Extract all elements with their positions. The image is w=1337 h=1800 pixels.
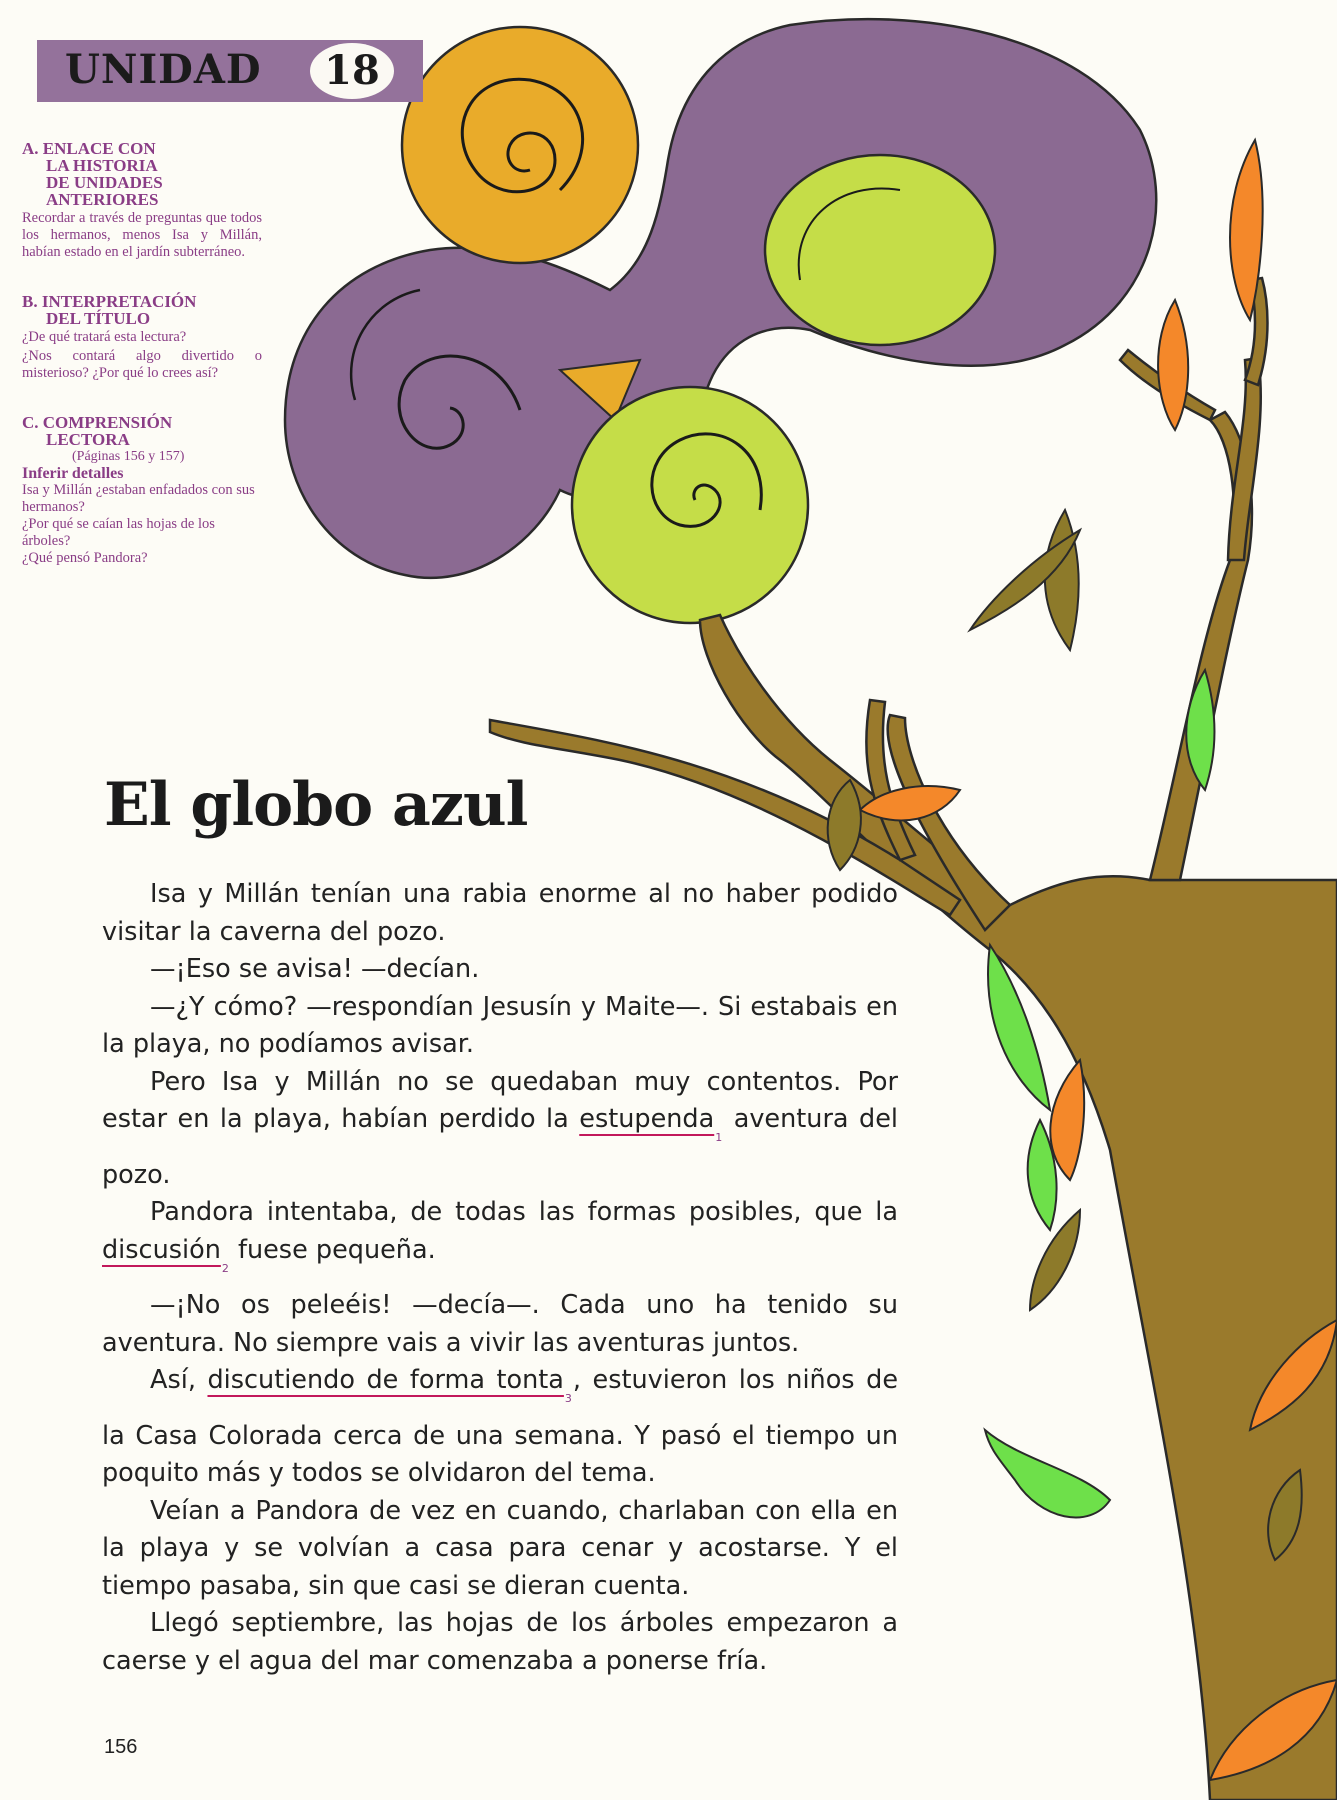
paragraph: Pero Isa y Millán no se quedaban muy contentos. Por estar en la playa, habían perdido la estupenda$_1$ aventura del pozo.: [102, 1066, 898, 1190]
section-c-question-2: ¿Por qué se caían las hojas de los árboles?: [22, 516, 215, 549]
story-title: El globo azul: [104, 770, 528, 840]
sidebar-section-c: [22, 414, 262, 567]
unit-number: 18: [324, 47, 380, 94]
section-c-question-3: ¿Qué pensó Pandora?: [22, 550, 148, 566]
paragraph: —¡No os peleéis! —decía—. Cada uno ha tenido su aventura. No siempre vais a vivir las aventuras juntos.: [102, 1290, 898, 1358]
footnote-marker: 3: [564, 1392, 572, 1405]
sidebar-section-b: [22, 293, 262, 382]
green-swirl-top: [765, 155, 995, 345]
section-c-title: C. COMPRENSIÓN LECTORA: [22, 413, 173, 449]
story-text: [102, 876, 898, 1680]
vocab-word: discusión: [102, 1234, 221, 1265]
unit-number-badge: [310, 43, 394, 99]
unit-banner: [37, 40, 423, 102]
section-a-body: Recordar a través de preguntas que todos los hermanos, menos Isa y Millán, habían estado en el jardín subterráneo.: [22, 210, 262, 260]
sidebar-section-a: [22, 140, 262, 261]
section-b-question-2: ¿Nos contará algo divertido o misterioso? ¿Por qué lo crees así?: [22, 348, 262, 381]
page-number: 156: [104, 1736, 138, 1758]
paragraph: Veían a Pandora de vez en cuando, charlaban con ella en la playa y se volvían a casa para cenar y acostarse. Y el tiempo pasaba, sin que casi se dieran cuenta.: [102, 1495, 898, 1601]
section-c-label: Inferir detalles: [22, 465, 124, 482]
vocab-phrase: discutiendo de forma tonta: [207, 1365, 564, 1395]
section-b-title: B. INTERPRETACIÓN DEL TÍTULO: [22, 292, 197, 328]
yellow-swirl: [402, 27, 638, 263]
green-swirl-bottom: [572, 387, 808, 623]
section-b-question-1: ¿De qué tratará esta lectura?: [22, 329, 187, 345]
footnote-marker: 1: [715, 1131, 723, 1144]
paragraph: Isa y Millán tenían una rabia enorme al no haber podido visitar la caverna del pozo.: [102, 879, 898, 947]
paragraph: —¡Eso se avisa! —decían.: [150, 954, 480, 984]
section-c-pages: (Páginas 156 y 157): [72, 449, 185, 464]
unit-label: UNIDAD: [65, 46, 262, 93]
teacher-sidebar: [22, 140, 262, 599]
footnote-marker: 2: [221, 1261, 229, 1275]
vocab-word: estupenda: [579, 1104, 715, 1134]
paragraph: Pandora intentaba, de todas las formas posibles, que la discusión$_2$ fuese pequeña.: [102, 1197, 898, 1275]
paragraph: Así, discutiendo de forma tonta$_3$, estuvieron los niños de la Casa Colorada cerca de una semana. Y pasó el tiempo un poquito más y todos se olvidaron del tema.: [102, 1365, 899, 1488]
section-c-question-1: Isa y Millán ¿estaban enfadados con sus hermanos?: [22, 482, 255, 515]
section-a-title: A. ENLACE CON LA HISTORIA DE UNIDADES ANTERIORES: [22, 139, 163, 209]
paragraph: Llegó septiembre, las hojas de los árboles empezaron a caerse y el agua del mar comenzaba a ponerse fría.: [102, 1608, 898, 1676]
paragraph: —¿Y cómo? —respondían Jesusín y Maite—. Si estabais en la playa, no podíamos avisar.: [102, 991, 898, 1059]
